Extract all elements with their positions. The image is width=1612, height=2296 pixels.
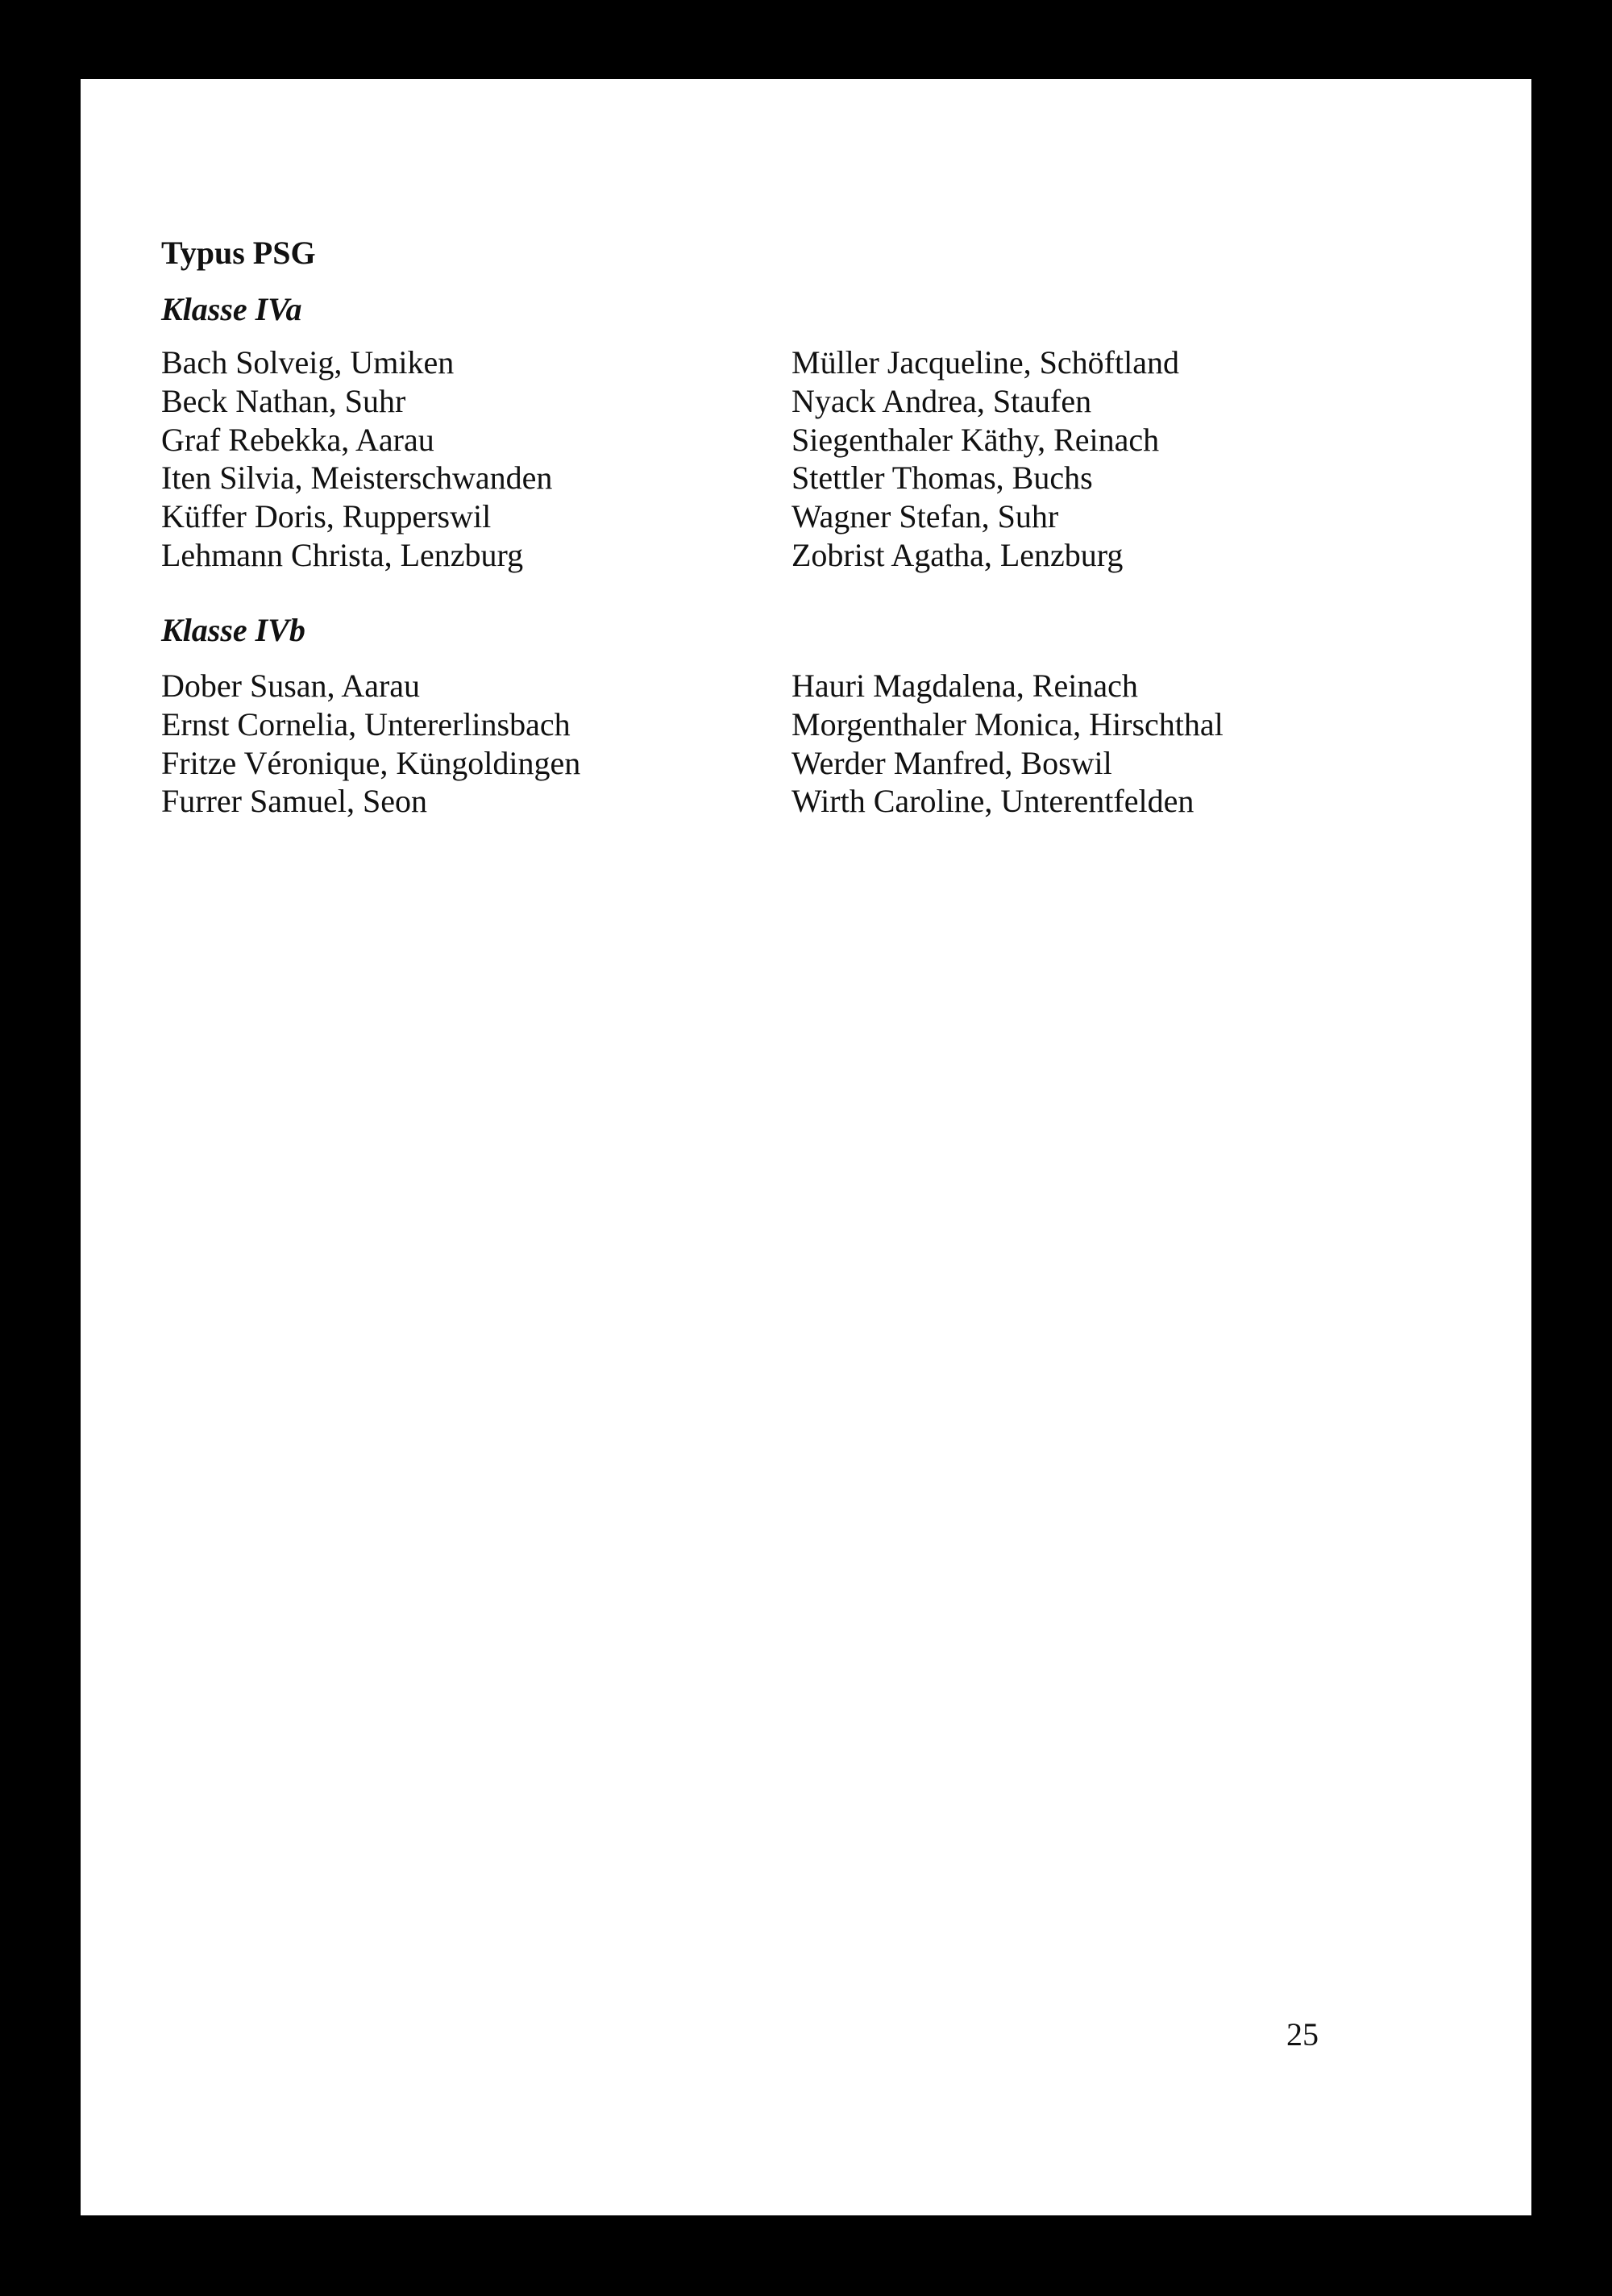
list-item: Hauri Magdalena, Reinach — [791, 668, 1138, 704]
list-item: Werder Manfred, Boswil — [791, 744, 1112, 781]
list-item: Graf Rebekka, Aarau — [161, 421, 434, 458]
list-item: Morgenthaler Monica, Hirschthal — [791, 705, 1224, 742]
list-item: Iten Silvia, Meisterschwanden — [161, 460, 553, 497]
name-list-iva-right — [791, 343, 1179, 575]
name-list-ivb-left — [161, 667, 580, 821]
list-item: Küffer Doris, Rupperswil — [161, 498, 492, 535]
list-item: Wirth Caroline, Unterentfelden — [791, 783, 1194, 820]
page-number: 25 — [1286, 2016, 1319, 2053]
list-item: Beck Nathan, Suhr — [161, 382, 406, 419]
list-item: Nyack Andrea, Staufen — [791, 382, 1092, 419]
section-heading: Typus PSG — [161, 235, 316, 271]
class-label-iva: Klasse IVa — [161, 291, 302, 327]
document-page — [81, 79, 1531, 2215]
list-item: Lehmann Christa, Lenzburg — [161, 536, 524, 573]
list-item: Dober Susan, Aarau — [161, 668, 421, 704]
name-list-ivb-right — [791, 667, 1224, 821]
class-label-ivb: Klasse IVb — [161, 612, 305, 648]
name-list-iva-left — [161, 343, 552, 575]
list-item: Siegenthaler Käthy, Reinach — [791, 421, 1160, 458]
list-item: Müller Jacqueline, Schöftland — [791, 344, 1179, 381]
list-item: Fritze Véronique, Küngoldingen — [161, 744, 581, 781]
list-item: Bach Solveig, Umiken — [161, 344, 455, 381]
list-item: Ernst Cornelia, Untererlinsbach — [161, 705, 571, 742]
list-item: Furrer Samuel, Seon — [161, 783, 427, 820]
list-item: Zobrist Agatha, Lenzburg — [791, 536, 1124, 573]
list-item: Wagner Stefan, Suhr — [791, 498, 1059, 535]
list-item: Stettler Thomas, Buchs — [791, 460, 1093, 497]
